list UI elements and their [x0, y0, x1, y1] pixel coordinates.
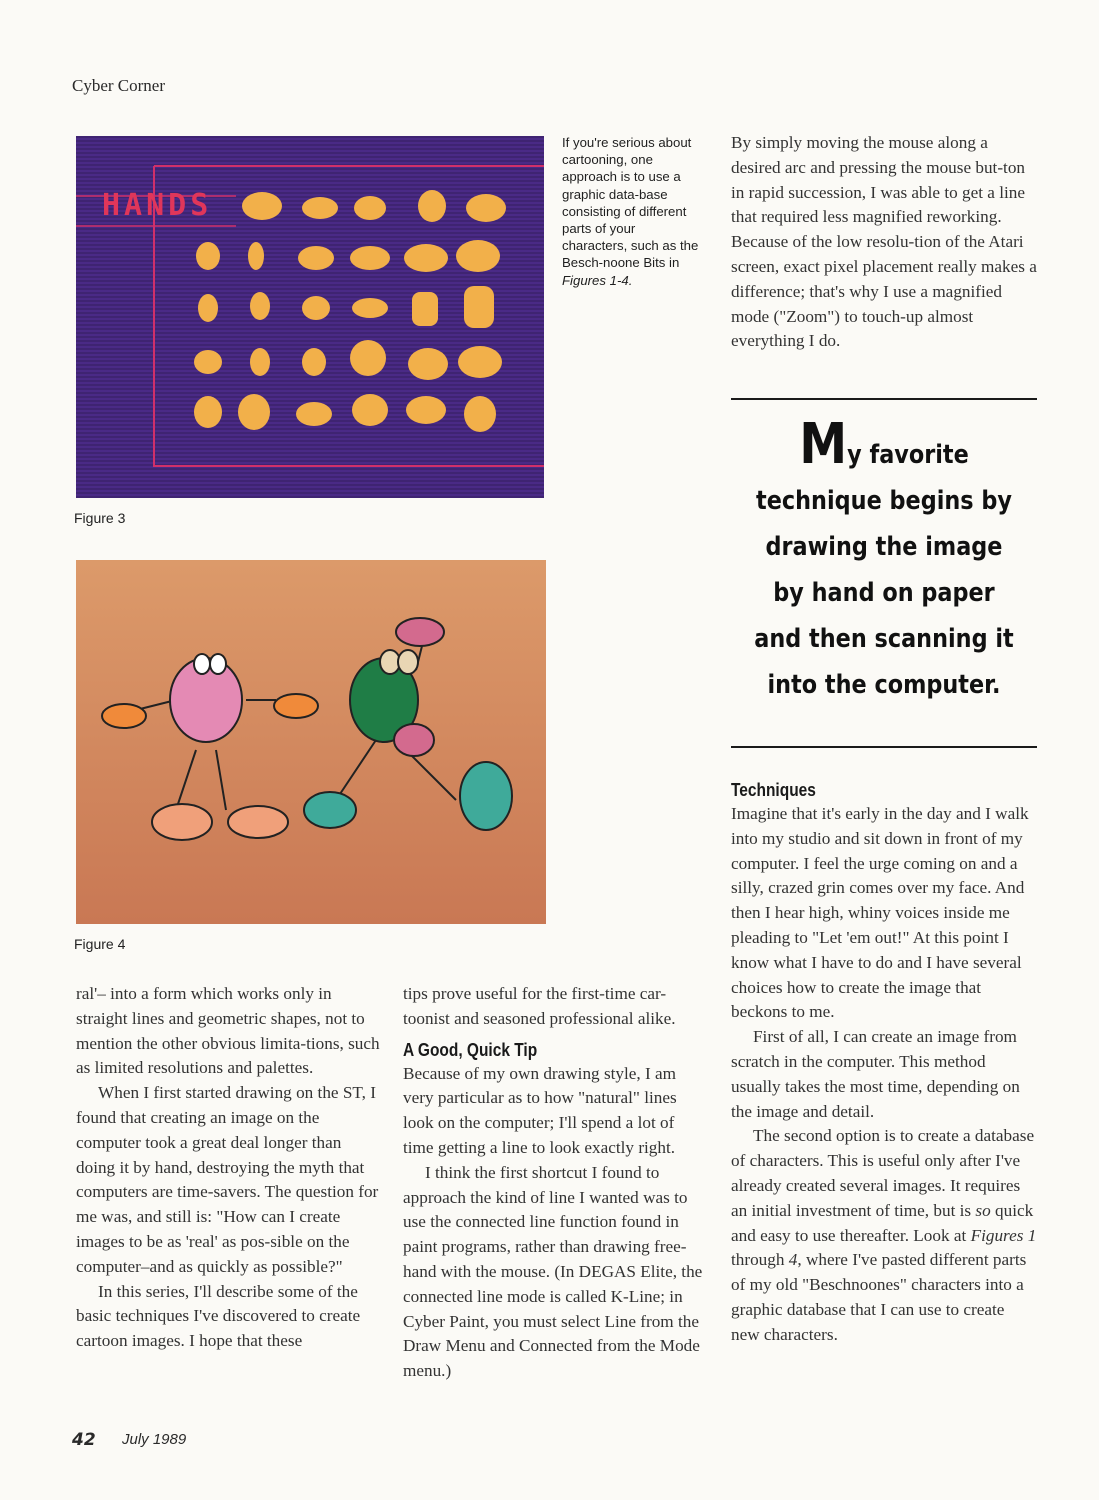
pull-quote-line: technique begins by [756, 486, 1012, 516]
section-heading: A Good, Quick Tip [403, 1039, 538, 1060]
article-column-3-top [731, 131, 1037, 354]
figure-3-label: Figure 3 [74, 510, 126, 526]
paragraph: When I first started drawing on the ST, I found that creating an image on the computer took a great deal longer than doing it by hand, destroying the myth that computers are time-savers. The question for me was, and still is: "How can I create images to be as 'real' as pos-sible on the computer–and as quickly as possible?" [76, 1083, 379, 1276]
figure-caption: If you're serious about cartooning, one approach is to use a graphic data-base consisting of different parts of your characters, such as the Besch-noone Bits in Figures 1-4. [562, 135, 699, 288]
paragraph: I think the first shortcut I found to approach the kind of line I wanted was to use the connected line function found in paint programs, rather than drawing free-hand with the mouse. (In DEGAS Elite, the connected line mode is called K-Line; in Cyber Paint, you must select Line from the Draw Menu and Connected from the Mode menu.) [403, 1162, 703, 1381]
pull-quote-line: My favorite [799, 412, 969, 477]
drop-cap: M [799, 412, 848, 477]
pull-quote-bottom-rule [731, 746, 1037, 748]
pull-quote-top-rule [731, 398, 1037, 400]
pull-quote-line: into the computer. [767, 670, 1001, 700]
article-column-2 [403, 982, 709, 1384]
paragraph: Because of my own drawing style, I am very particular as to how "natural" lines look on the computer; I'll spend a lot of time getting a line to look exactly right. [403, 1063, 677, 1157]
paragraph: In this series, I'll describe some of the basic techniques I've discovered to create cartoon images. I hope that these [76, 1281, 361, 1351]
pull-quote-line: by hand on paper [773, 578, 995, 608]
pull-quote [731, 412, 1037, 708]
pull-quote-line: drawing the image [765, 532, 1003, 562]
article-column-1 [76, 982, 382, 1354]
section-label: Cyber Corner [72, 76, 166, 95]
paragraph: By simply moving the mouse along a desired arc and pressing the mouse but-ton in rapid succession, I was able to get a line that required less magnified reworking. Because of the low resolu-tion of the Atari screen, exact pixel placement really makes a difference; that's why I use a magnified mode ("Zoom") to touch-up almost everything I do. [731, 133, 1037, 351]
article-column-3-bottom [731, 778, 1037, 1348]
figure-4-image [76, 560, 546, 924]
figure-3-screen-title: HANDS [102, 188, 213, 223]
section-heading: Techniques [731, 780, 816, 800]
paragraph: ral'– into a form which works only in straight lines and geometric shapes, not to mention the other obvious limita-tions, such as limited resolutions and palettes. [76, 984, 380, 1078]
page-number: 42 [72, 1430, 96, 1450]
paragraph: Imagine that it's early in the day and I walk into my studio and sit down in front of my computer. I feel the urge coming on and a silly, crazed grin comes over my face. And then I hear high, whiny voices inside me pleading to "Let 'em out!" At this point I know what I have to do and I have several choices how to create the image that beckons to me. [731, 804, 1029, 1022]
pull-quote-line: and then scanning it [754, 624, 1014, 654]
paragraph: The second option is to create a database of characters. This is useful only after I've already created several images. It requires an initial investment of time, but is so quick and easy to use thereafter. Look at Figures 1 through 4, where I've pasted different parts of my old "Beschnoones" characters into a graphic database that I can use to create new characters. [731, 1126, 1037, 1344]
paragraph: First of all, I can create an image from scratch in the computer. This method usually takes the most time, depending on the image and detail. [731, 1027, 1020, 1121]
figure-4-label: Figure 4 [74, 936, 126, 952]
caption-figure-ref: Figures 1-4. [562, 272, 633, 288]
paragraph: tips prove useful for the first-time car-toonist and seasoned professional alike. [403, 984, 676, 1028]
figure-3-image [76, 136, 544, 498]
issue-date: July 1989 [122, 1431, 187, 1448]
